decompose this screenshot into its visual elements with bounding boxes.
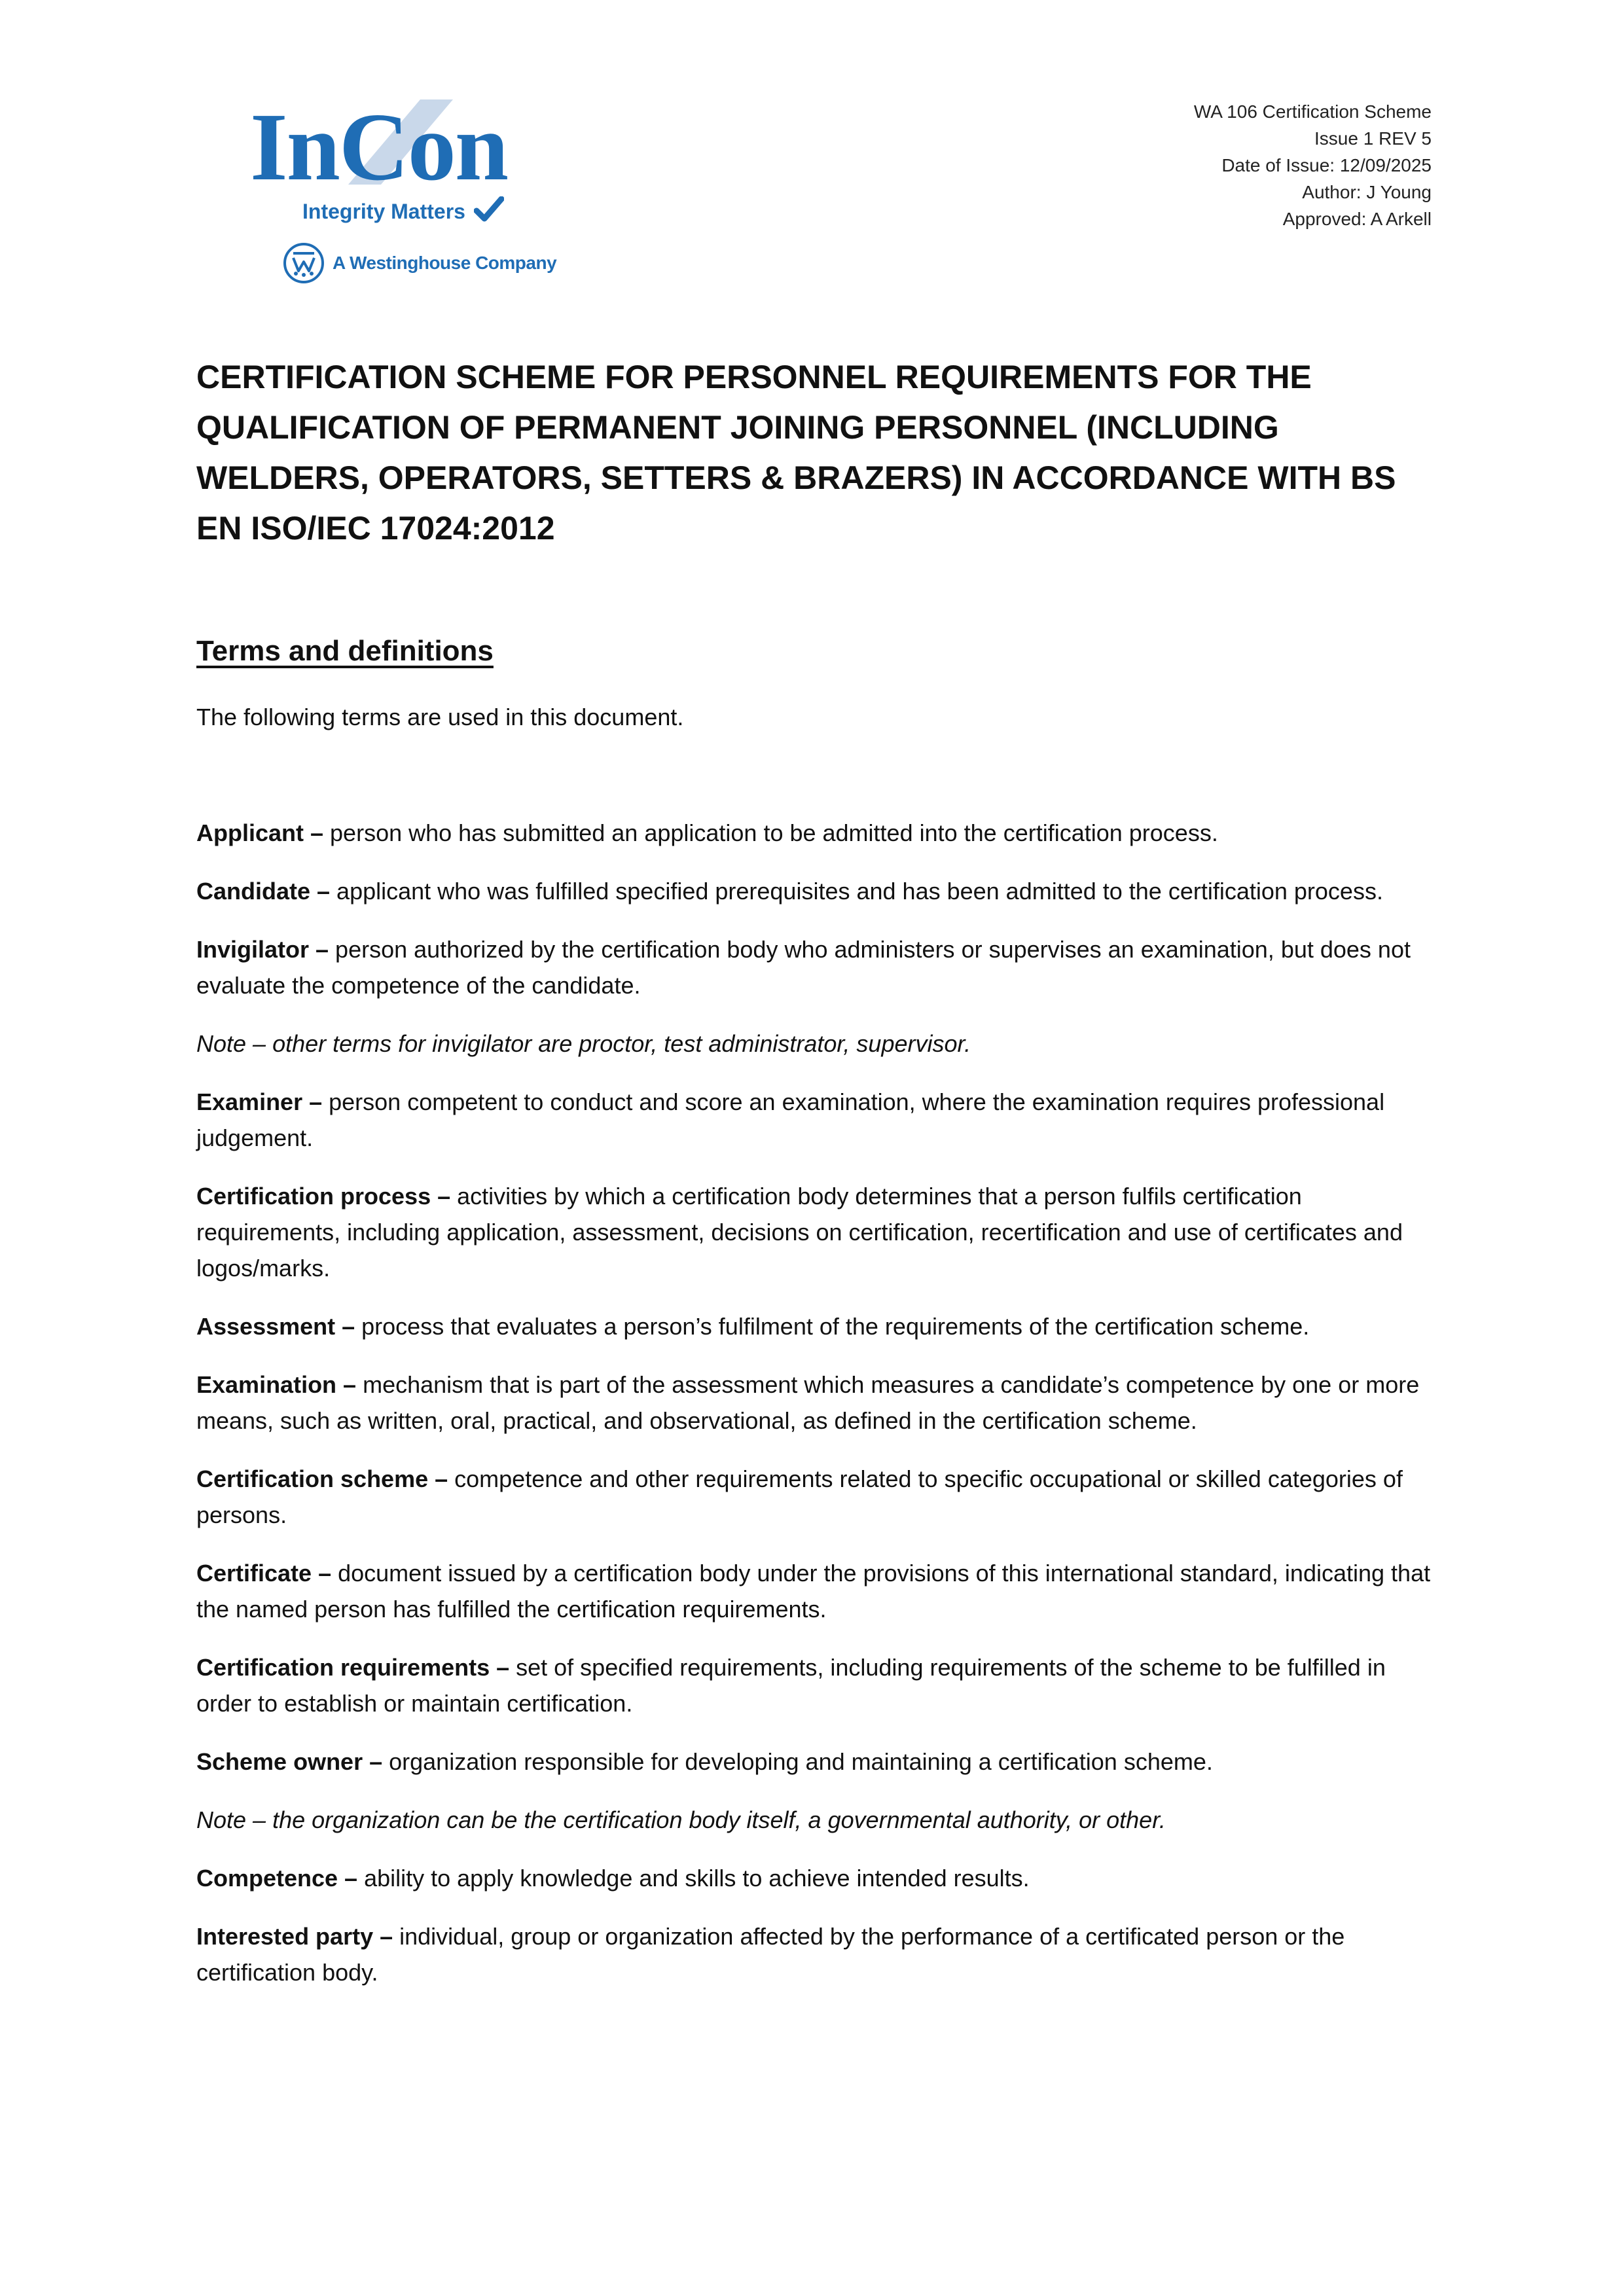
- definition-text: process that evaluates a person’s fulfilment of the requirements of the certification scheme.: [355, 1313, 1310, 1340]
- meta-scheme: WA 106 Certification Scheme: [1193, 101, 1432, 122]
- definition-text: person competent to conduct and score an examination, where the examination requires professional judgement.: [196, 1088, 1385, 1151]
- section-intro: The following terms are used in this document.: [196, 704, 684, 730]
- definition-item: [196, 1308, 1440, 1344]
- logo-tagline: Integrity Matters: [302, 200, 465, 223]
- section-heading: Terms and definitions: [196, 635, 494, 667]
- definition-term: Examination –: [196, 1371, 357, 1398]
- logo-company-name: A Westinghouse Company: [333, 253, 557, 273]
- definition-item: [196, 1178, 1440, 1286]
- meta-author: Author: J Young: [1302, 182, 1432, 202]
- definition-item: [196, 1918, 1440, 1990]
- definition-text: organization responsible for developing and maintaining a certification scheme.: [382, 1748, 1213, 1775]
- definition-text: person who has submitted an application to be admitted into the certification process.: [323, 819, 1218, 846]
- definition-item: [196, 1649, 1440, 1721]
- definition-term: Invigilator –: [196, 936, 329, 963]
- definition-text: person authorized by the certification body who administers or supervises an examination, but does not evaluate the competence of the candidate.: [196, 936, 1411, 999]
- definition-text: applicant who was fulfilled specified prerequisites and has been admitted to the certification process.: [330, 878, 1383, 905]
- definition-text: set of specified requirements, including requirements of the scheme to be fulfilled in order to establish or maintain certification.: [196, 1654, 1386, 1717]
- definition-term: Competence –: [196, 1865, 358, 1892]
- definition-item: [196, 1084, 1440, 1156]
- definition-text: document issued by a certification body under the provisions of this international standard, indicating that the named person has fulfilled the certification requirements.: [196, 1560, 1431, 1623]
- document-meta: [1194, 98, 1432, 232]
- definition-note: Note – other terms for invigilator are proctor, test administrator, supervisor.: [196, 1030, 971, 1057]
- definition-text: mechanism that is part of the assessment which measures a candidate’s competence by one or more means, such as written, oral, practical, and observational, as defined in the certification scheme.: [196, 1371, 1420, 1434]
- definition-item: [196, 1744, 1440, 1780]
- definition-item: [196, 873, 1440, 909]
- meta-approved: Approved: A Arkell: [1282, 209, 1432, 229]
- definition-item: [196, 815, 1440, 851]
- definition-item: [196, 1461, 1440, 1533]
- definition-text: individual, group or organization affected by the performance of a certificated person or the certification body.: [196, 1923, 1345, 1986]
- definition-term: Certification scheme –: [196, 1465, 448, 1492]
- company-logo: [244, 94, 558, 288]
- definition-term: Scheme owner –: [196, 1748, 383, 1775]
- definition-item: [196, 931, 1440, 1003]
- definition-item: [196, 1555, 1440, 1627]
- definition-item: [196, 1860, 1440, 1896]
- definition-term: Candidate –: [196, 878, 331, 905]
- logo-wordmark: InCon: [250, 94, 508, 201]
- definition-text: ability to apply knowledge and skills to achieve intended results.: [357, 1865, 1030, 1892]
- definition-term: Certification process –: [196, 1183, 451, 1210]
- definition-item: [196, 1367, 1440, 1439]
- definition-term: Certificate –: [196, 1560, 332, 1587]
- westinghouse-logo-icon: [283, 242, 325, 284]
- meta-issue: Issue 1 REV 5: [1314, 128, 1432, 149]
- definition-term: Certification requirements –: [196, 1654, 510, 1681]
- definition-term: Applicant –: [196, 819, 324, 846]
- document-title: CERTIFICATION SCHEME FOR PERSONNEL REQUIREMENTS FOR THE QUALIFICATION OF PERMANENT JOINING PERSONNEL (INCLUDING WELDERS, OPERATORS, SETTERS & BRAZERS) IN ACCORDANCE WITH BS EN ISO/IEC 17024:2012: [196, 359, 1396, 547]
- checkmark-icon: [474, 196, 504, 223]
- definition-term: Interested party –: [196, 1923, 393, 1950]
- definition-text: activities by which a certification body determines that a person fulfils certification requirements, including application, assessment, decisions on certification, recertification and use of certificates and logos/marks.: [196, 1183, 1403, 1282]
- meta-date: Date of Issue: 12/09/2025: [1221, 155, 1432, 175]
- definition-term: Assessment –: [196, 1313, 355, 1340]
- definition-note: Note – the organization can be the certification body itself, a governmental authority, or other.: [196, 1806, 1166, 1833]
- definition-text: competence and other requirements related to specific occupational or skilled categories of persons.: [196, 1465, 1403, 1528]
- definitions-list: [196, 815, 1440, 2013]
- definition-term: Examiner –: [196, 1088, 323, 1115]
